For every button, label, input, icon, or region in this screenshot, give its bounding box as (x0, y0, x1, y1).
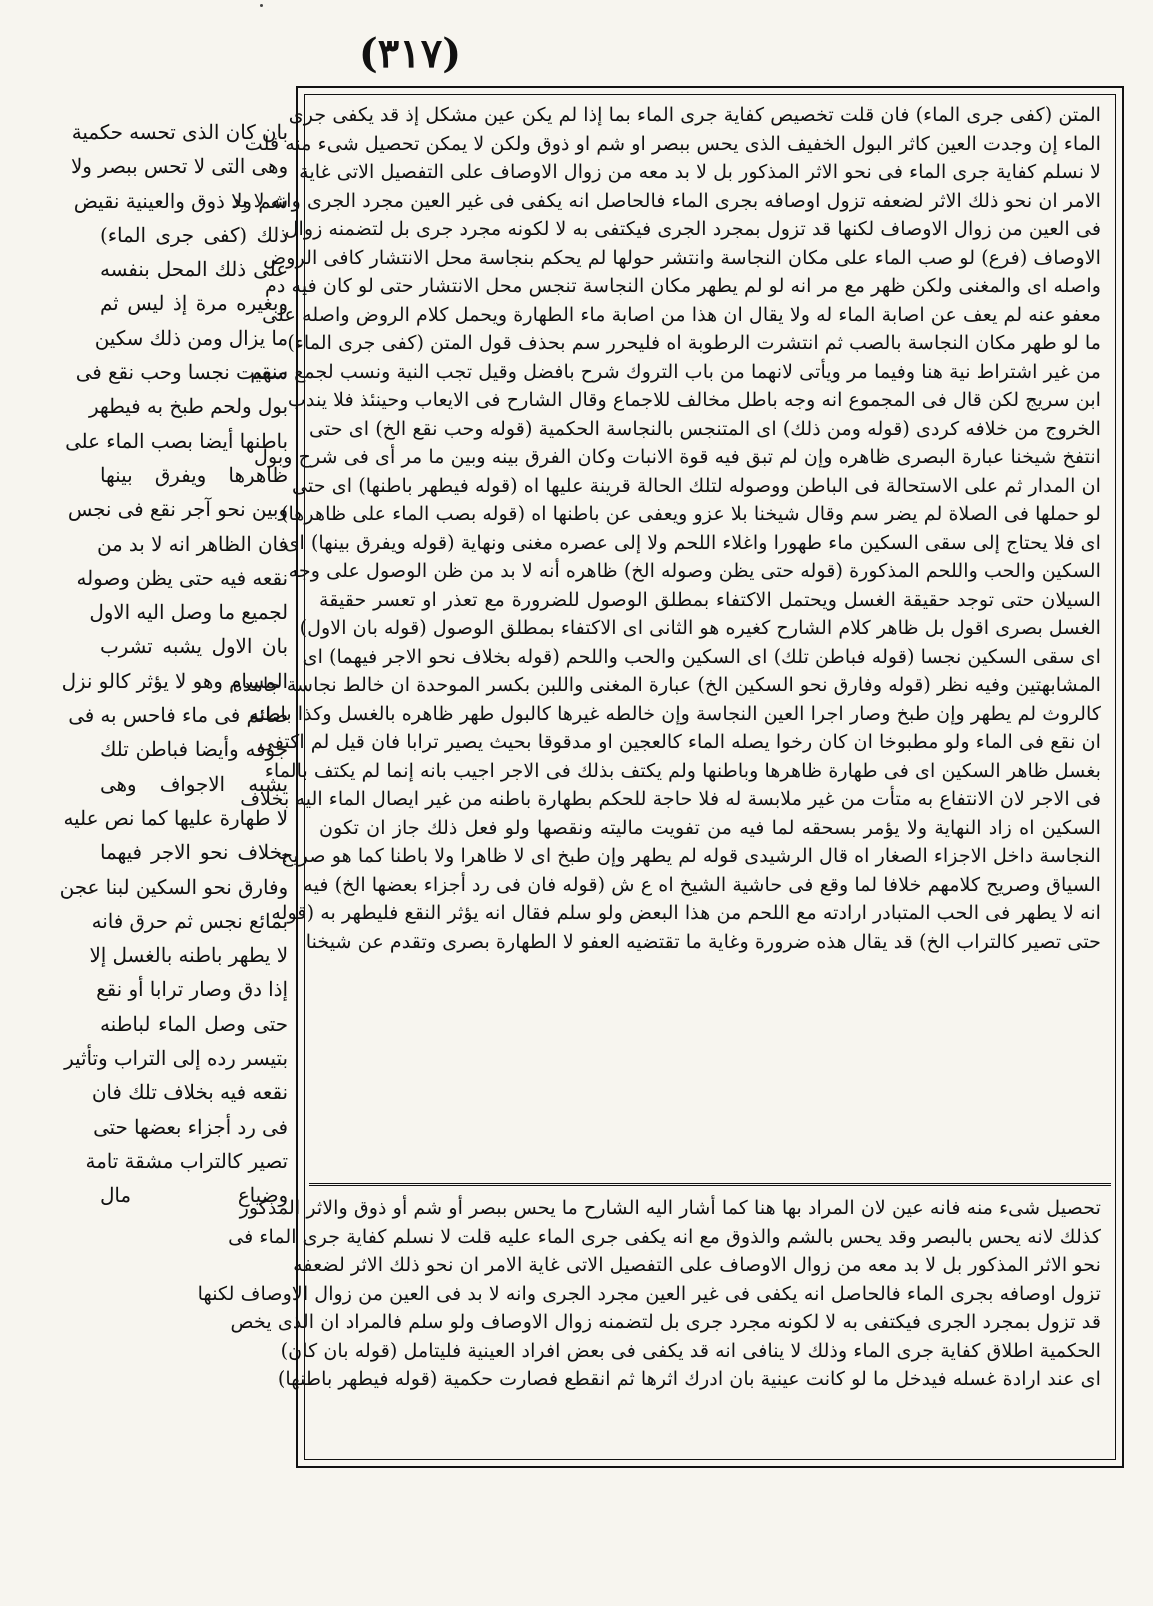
margin-line: لا يطهر باطنه بالغسل إلا (89, 944, 288, 968)
text-line: انتفخ شيخنا عبارة البصرى ظاهره وإن لم تبق فيه قوة الانبات وكان الفرق بينه وبين ما مر أى فى شرح وبول (254, 445, 1101, 468)
text-line: ابن سريج لكن قال فى المجموع انه وجه باطل مخالف للاجماع وقال الشارح فى الايعاب وحينئذ فلا يندب (287, 388, 1101, 411)
text-line: فى الاجر لان الانتفاع به متأت من غير ملابسة له فلا حاجة للحكم بطهارة باطنه من غير ايصال الماء اليه بخلاف (240, 787, 1101, 810)
margin-line: على ذلك المحل بنفسه (100, 258, 288, 282)
margin-line: بتيسر رده إلى التراب وتأثير (64, 1047, 288, 1071)
margin-line: فان الظاهر انه لا بد من (96, 532, 288, 556)
text-line: اى عند ارادة غسله فيدخل ما لو كانت عينية بان ادرك اثرها ثم انقطع فصارت حكمية (قوله فيطهر باطنها) (277, 1367, 1101, 1390)
text-line: اى سقى السكين نجسا (قوله فباطن تلك) اى السكين والحب واللحم (قوله بخلاف نحو الاجر فيهما) اى (302, 644, 1101, 668)
main-text-inner-frame (197, 94, 1116, 1460)
text-line: من غير اشتراط نية هنا وفيما مر ويأتى لانهما من باب التروك شرح بافضل وقيل تجب النية ونسب لجمع منهم (250, 359, 1101, 383)
margin-line: صائم فى ماء فاحس به فى (68, 704, 288, 728)
text-line: تزول اوصافه بجرى الماء فالحاصل انه يكفى فى غير العين مجرد الجرى وانه لا بد فى العين من زوال الاوصاف لكنها (197, 1281, 1101, 1305)
margin-line: يشبه الاجواف وهى (100, 772, 288, 796)
margin-line: فى رد أجزاء بعضها حتى (93, 1115, 288, 1139)
margin-line: وبغيره مرة إذ ليس ثم (100, 292, 288, 316)
text-line: النجاسة داخل الاجزاء الصغار اه قال الرشيدى قوله لم يطهر وإن طبخ اى لا ظاهرا ولا باطنا كما هو صريح (281, 844, 1101, 867)
text-line: ان المدار ثم على الاستحالة فى الباطن ووصوله لتلك الحالة قرينة عليها اه (قوله فيطهر باطنها) اى حتى (292, 473, 1101, 497)
text-line: حتى تصير كالتراب الخ) قد يقال هذه ضرورة وغاية ما تقتضيه العفو لا الطهارة بصرى وتقدم عن شيخنا (305, 929, 1101, 953)
text-line: نحو الاثر المذكور بل لا بد معه من زوال الاوصاف على التفصيل الاتى غاية الامر ان نحو ذلك الاثر لضعفه (293, 1253, 1101, 1276)
margin-line: نقعه فيه حتى يظن وصوله (76, 566, 288, 590)
margin-line: سقيت نجسا وحب نقع فى (75, 361, 288, 385)
text-line: واصله اى والمغنى ولكن ظهر مع مر انه لو لم يطهر مكان النجاسة تنجس محل الانتشار حتى لو كان فيه دم (265, 274, 1101, 297)
text-line: المشابهتين وفيه نظر (قوله وفارق نحو السكين الخ) عبارة المغنى واللبن بكسر الموحدة ان خالط نجاسة جامدة (232, 673, 1101, 696)
margin-line: وضياع مال (100, 1184, 288, 1208)
text-line: تحصيل شىء منه فانه عين لان المراد بها هنا كما أشار اليه الشارح ما يحس ببصر أو شم أو ذوق والاثر المذكور (239, 1196, 1101, 1219)
text-line: معفو عنه لم يعف عن اصابة الماء له ولا يقال ان هذا من اصابة ماء الطهارة ويحمل كلام الروض واصله على (262, 302, 1101, 326)
margin-line: شم ولا ذوق والعينية نقيض (73, 189, 288, 213)
margin-line: لا طهارة عليها كما نص عليه (63, 806, 288, 830)
margin-line: وبين نحو آجر نقع فى نجس (67, 498, 288, 522)
text-line: الامر ان نحو ذلك الاثر لضعفه تزول اوصافه بجرى الماء فالحاصل انه يكفى فى غير العين مجرد الجرى وانه لا بد (232, 188, 1101, 212)
text-line: انه لا يطهر فى الحب المتبادر ارادته مع اللحم من هذا البعض ولو سلم فقال انه يؤثر النقع فليطهر به (قوله (271, 901, 1101, 924)
margin-line: بخلاف نحو الاجر فيهما (100, 841, 288, 865)
text-line: فى العين من زوال الاوصاف لكنها قد تزول بمجرد الجرى فيكتفى به لا لكونه مجرد جرى بل لتضمنه زوال (284, 217, 1101, 240)
margin-text-column (59, 116, 288, 1516)
text-line: ما لو طهر مكان النجاسة بالصب ثم انتشرت الرطوبة اه فليحرر سم بحذف قول المتن (كفى جرى الماء) (287, 331, 1101, 354)
page-number: (٣١٧) (358, 30, 462, 77)
text-line: اى فلا يحتاج إلى سقى السكين ماء طهورا واغلاء اللحم ولا إلى عصره مغنى ونهاية (قوله ويفرق بينها) اى (284, 530, 1101, 554)
margin-line: إذا دق وصار ترابا أو نقع (96, 978, 288, 1002)
margin-line: جوفه وأيضا فباطن تلك (100, 738, 288, 762)
text-line: الحكمية اطلاق كفاية جرى الماء وذلك لا ينافى انه قد يكفى فى بعض افراد العينية فليتامل (قوله بان كان) (280, 1338, 1101, 1362)
text-line: ان نقع فى الماء ولو مطبوخا ان كان رخوا يصله الماء كالعجين او مدقوقا بحيث يصير ترابا فان قيل لم اكتفى (258, 730, 1101, 753)
margin-line: لجميع ما وصل اليه الاول (89, 601, 288, 625)
margin-line: ما يزال ومن ذلك سكين (94, 326, 288, 350)
text-line: الغسل بصرى اقول بل ظاهر كلام الشارح كغيره هو الثانى اى الاكتفاء بمطلق الوصول (قوله بان الاول) (299, 616, 1101, 639)
margin-line: تصير كالتراب مشقة تامة (85, 1149, 288, 1173)
text-line: السكين اه زاد النهاية ولا يؤمر بسحقه لما فيه من تفويت ماليته ونقصها ولو فعل ذلك جاز ان تكون (319, 815, 1101, 839)
text-line: السيلان حتى توجد حقيقة الغسل ويحتمل الاكتفاء بمطلق الوصول للضرورة مع تعذر او تعسر حقيقة (319, 587, 1101, 611)
main-text-frame (197, 86, 1124, 1468)
margin-line: حتى وصل الماء لباطنه (100, 1012, 288, 1036)
text-line: السياق وصريح كلامهم خلافا لما وقع فى حاشية الشيخ اه ع ش (قوله فان فى رد أجزاء بعضها الخ) فيه (303, 872, 1101, 896)
margin-line: بان الاول يشبه تشرب (100, 635, 288, 659)
margin-line: باطنها أيضا بصب الماء على (65, 429, 288, 453)
margin-line: بول ولحم طبخ به فيطهر (88, 395, 288, 419)
margin-line: بان كان الذى تحسه حكمية (71, 121, 288, 144)
text-line: لو حملها فى الصلاة لم يضر سم وقال شيخنا بلا عزو ويعفى عن باطنها اه (قوله بصب الماء على ظاهرها) (280, 502, 1101, 525)
ink-dot (260, 4, 263, 7)
text-line: كالروث لم يطهر وإن طبخ وصار اجرا العين النجاسة وإن خالطه غيرها كالبول طهر ظاهره بالغسل وكذا باطنه (249, 701, 1101, 725)
text-line: السكين والحب واللحم المذكورة (قوله حتى يظن وصوله الخ) ظاهره أنه لا بد من ظن الوصول على وجه (288, 559, 1101, 582)
commentary-lower-block (197, 1186, 1115, 1459)
text-line: المتن (كفى جرى الماء) فان قلت تخصيص كفاية جرى الماء بما إذا لم يكن عين مشكل إذ قد يكفى جرى (288, 103, 1101, 126)
text-line: كذلك لانه يحس بالبصر وقد يحس بالشم والذوق مع انه يكفى جرى الماء عليه قلت لا نسلم كفاية جرى الماء فى (228, 1224, 1101, 1248)
margin-line: المسام وهو لا يؤثر كالو نزل (61, 669, 288, 693)
margin-line: ظاهرها ويفرق بينها (100, 463, 288, 487)
text-line: قد تزول بمجرد الجرى فيكتفى به لا لكونه مجرد جرى بل لتضمنه زوال الاوصاف ولو سلم فالمراد ان الذى يخص (230, 1310, 1101, 1333)
text-line: الاوصاف (فرع) لو صب الماء على مكان النجاسة وانتشر حولها لم يحكم بنجاسة محل الانتشار كافى الروض (263, 245, 1101, 269)
commentary-upper-block (232, 95, 1115, 1183)
text-line: الماء إن وجدت العين كاثر البول الخفيف الذى يحس ببصر او شم او ذوق ولكن لا يمكن تحصيل شىء منه قلت (244, 131, 1101, 155)
margin-line: نقعه فيه بخلاف تلك فان (91, 1081, 288, 1105)
margin-line: ذلك (كفى جرى الماء) (100, 223, 288, 247)
margin-line: وهى التى لا تحس ببصر ولا (70, 155, 288, 179)
text-line: الخروج من خلافه كردى (قوله ومن ذلك) اى المتنجس بالنجاسة الحكمية (قوله وحب نقع الخ) اى حتى (309, 416, 1101, 440)
margin-line: بمائع نجس ثم حرق فانه (91, 909, 288, 933)
text-line: لا نسلم كفاية جرى الماء فى نحو الاثر المذكور بل لا بد معه من زوال الاوصاف على التفصيل الاتى غاية (299, 160, 1101, 183)
text-line: بغسل ظاهر السكين اى فى طهارة ظاهرها وباطنها ولم يكتف بذلك فى الاجر اجيب بانه إنما لم يكتف بالماء (264, 758, 1101, 782)
margin-line: وفارق نحو السكين لبنا عجن (59, 875, 288, 899)
